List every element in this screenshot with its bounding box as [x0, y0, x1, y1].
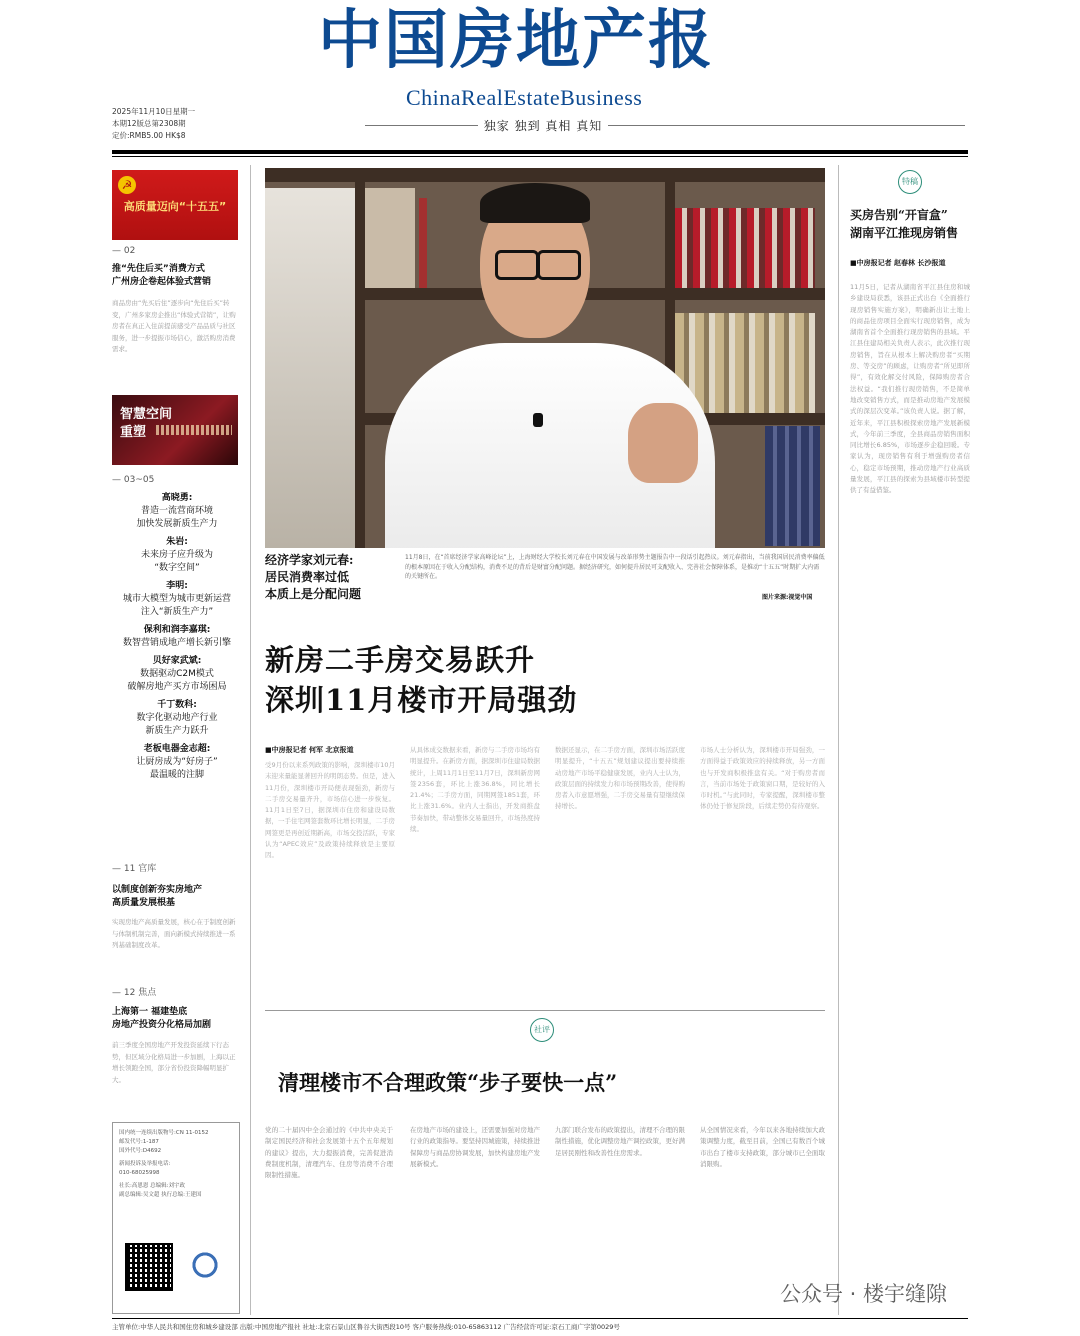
glasses-right — [537, 250, 581, 280]
book-red — [419, 198, 427, 288]
lead-photo — [265, 168, 825, 548]
photo-caption-body: 11月8日，在“首席经济学家高峰论坛”上，上海财经大学校长刘元春在中国发展与改革形势主题报告中一段话引起热议。刘元春指出，当前我国居民消费率偏低的根本原因在于收入分配结构，消费不足的背后是财富分配问题。据经济研究，如何提升居民可支配收入、完善社会保障体系，是推动“十五五”时期扩大内需的关键所在。 — [405, 554, 825, 580]
slogan-rule — [365, 125, 965, 126]
index-item[interactable]: 贝好家武斌: 数据驱动C2M模式 破解房地产买方市场困局 — [127, 656, 227, 692]
lead-byline: ■中房报记者 何军 北京报道 — [265, 746, 354, 754]
index-item[interactable]: 高晓勇: 普造一流营商环境 加快发展新质生产力 — [136, 493, 218, 529]
story-12-headline[interactable]: 上海第一 福建垫底 房地产投资分化格局加剧 — [112, 1007, 212, 1030]
issue-price: 定价:RMB5.00 HK$8 — [112, 131, 186, 140]
page-ref-02: — 02 — [112, 246, 136, 256]
story-02-body: 商品房由“先买后住”逐步向“先住后买”转变，广州多家房企推出“体验式营销”，让购房者在真正入住前提前感受产品品质与社区服务，进一步提振市场信心，激活购房消费需求。 — [112, 299, 236, 353]
feature-badge: 特稿 — [898, 170, 922, 194]
index-item[interactable]: 老板电器金志超: 让厨房成为“好房子” 最温暖的注脚 — [136, 744, 218, 780]
page-ref-11: — 11 官库 — [112, 864, 157, 874]
page-ref-03-05: — 03~05 — [112, 475, 155, 485]
right-body: 11月5日，记者从湖南省平江县住房和城乡建设局获悉，该县正式出台《全面推行现房销售实施方案》，明确新出让土地上的商品住房项目全面实行现房销售，成为湖南省首个全面推行现房销售的县域。平江县住建局相关负责人表示，此次推行现房销售，旨在从根本上解决购房者“买期房、等交房”的顾虑，让购房者“所见即所得”，有效化解交付风险，保障购房者合法权益。“我们推行现房销售，不是简单地改变销售方式，而是推动房地产发展模式的深层次变革。”该负责人说。据了解，近年来，平江县积极探索房地产发展新模式，今年前三季度，全县商品房销售面积同比增长6.85%，市场逐步企稳回暖。专家认为，现房销售有利于增强购房者信心，稳定市场预期，推动房地产行业高质量发展，平江县的探索为县域楼市转型提供了有益借鉴。 — [850, 283, 970, 495]
lead-column-2: 从具体成交数据来看，新房与二手房市场均有明显提升。在新房方面，据深圳市住建局数据统计，上周11月1日至11月7日，深圳新房网签2356套，环比上涨36.8%，同比增长21.4%；二手房方面，同期网签1851套，环比上涨31.6%。业内人士指出，开发商推盘节奏加快，带动整体交易量回升，市场热度持续。 — [410, 746, 540, 834]
right-column-rule — [838, 165, 839, 1315]
banner-fifteenth-five-year-plan[interactable] — [112, 170, 238, 240]
editorial-column-2: 在房地产市场的建设上，还需要加强对房地产行业的政策指导。要坚持因城施策，持续推进保障房与商品房协调发展，加快构建房地产发展新模式。 — [410, 1126, 540, 1168]
lead-column-3: 数据还显示，在二手房方面，深圳市场活跃度明显提升，“十五五”规划建议提出要持续推动房地产市场平稳健康发展，业内人士认为，政策层面的持续发力和市场预期改善，使得购房者入市意愿增强，二手房交易量有望继续保持增长。 — [555, 746, 685, 811]
lead-headline[interactable]: 新房二手房交易跃升 深圳11月楼市开局强劲 — [265, 643, 578, 717]
index-item[interactable]: 保利和润李嘉琪: 数智营销成地产增长新引擎 — [122, 625, 231, 648]
slogan: 独家 独到 真相 真知 — [478, 117, 608, 134]
right-byline: ■中房报记者 赵春林 长沙报道 — [850, 259, 946, 267]
photo-caption-title: 经济学家刘元春: 居民消费率过低 本质上是分配问题 — [265, 553, 362, 601]
publication-info-box: 国内统一连续出版物号:CN 11-0152 邮发代号:1-187 国外代号:D4692 新闻投诉及举报电话: 010-68025998 社长:高恩恩 总编辑:刘宇政 副总编辑:吴文超 执行总编:王建国 — [112, 1122, 240, 1314]
left-column-rule — [250, 165, 251, 1315]
books-left — [365, 188, 415, 288]
issue-info — [112, 106, 252, 142]
person-hand — [628, 403, 698, 483]
index-list — [112, 492, 242, 782]
right-headline[interactable]: 买房告别“开盲盒” 湖南平江推现房销售 — [850, 208, 959, 240]
index-item[interactable]: 千丁数科: 数字化驱动地产行业 新质生产力跃升 — [136, 700, 218, 736]
banner2-line2: 重塑 — [120, 425, 147, 440]
photo-credit: 图片来源:视觉中国 — [762, 594, 813, 601]
books-right-top — [675, 208, 815, 288]
watermark: 公众号 · 楼宇缝隙 — [780, 1282, 948, 1306]
masthead-english-title: ChinaRealEstateBusiness — [406, 85, 643, 110]
lapel-mic-icon — [533, 413, 543, 427]
index-item[interactable]: 李明: 城市大模型为城市更新运营 注入“新质生产力” — [122, 581, 231, 617]
shelf-post-left — [355, 168, 365, 548]
editorial-divider — [265, 1010, 825, 1011]
masthead-title: 中国房地产报 — [318, 3, 714, 78]
wechat-logo-icon — [183, 1243, 227, 1287]
masthead-thick-rule — [112, 150, 968, 154]
footer-info: 主管单位:中华人民共和国住房和城乡建设部 出版:中国房地产报社 社址:北京石景山区鲁谷大街西段10号 客户服务热线:010-65863112 广告经营许可证:京石工商广字第0029号 — [112, 1323, 620, 1331]
issue-date: 2025年11月10日星期一 — [112, 107, 196, 116]
glasses-left — [495, 250, 539, 280]
editorial-headline[interactable]: 清理楼市不合理政策“步子要快一点” — [278, 1070, 618, 1095]
story-11-headline[interactable]: 以制度创新夯实房地产 高质量发展根基 — [112, 885, 203, 908]
person-hair — [480, 183, 590, 223]
story-12-body: 前三季度全国房地产开发投资延续下行态势，但区域分化格局进一步加剧，上海以正增长领跑全国，部分省份投资降幅明显扩大。 — [112, 1041, 236, 1084]
issue-number: 本期12版总第2308期 — [112, 119, 186, 128]
banner-smart-space[interactable] — [112, 395, 238, 465]
banner2-line1: 智慧空间 — [120, 407, 173, 422]
party-emblem-icon: ☭ — [118, 176, 136, 194]
index-item[interactable]: 朱岩: 未来房子应升级为 “数字空间” — [140, 537, 213, 573]
masthead-thin-rule — [112, 156, 968, 157]
editorial-badge: 社评 — [530, 1018, 554, 1042]
editorial-column-4: 从全国情况来看，今年以来各地持续加大政策调整力度，截至目前，全国已有数百个城市出台了楼市支持政策，部分城市已全面取消限购。 — [700, 1126, 825, 1168]
editorial-column-1: 党的二十届四中全会通过的《中共中央关于制定国民经济和社会发展第十五个五年规划的建议》提出，大力提振消费，完善促进消费制度机制，清理汽车、住房等消费不合理限制性措施。 — [265, 1126, 393, 1180]
white-wall — [265, 188, 355, 548]
banner1-text: 高质量迈向“十五五” — [123, 200, 227, 213]
banner2-decoration — [156, 425, 232, 435]
editorial-column-3: 九部门联合发布的政策提出，清理不合理的限制性措施，优化调整房地产调控政策，更好满足居民刚性和改善性住房需求。 — [555, 1126, 685, 1157]
qr-code-icon[interactable] — [125, 1243, 173, 1291]
books-right-bottom — [765, 426, 820, 546]
lead-column-1: 受9月份以来系列政策的影响，深圳楼市10月末迎来量能显著回升的明朗态势。但是，进入11月份，深圳楼市开局便表现强劲，新房与二手房交易量齐升，市场信心进一步恢复。11月1日至7日，据深圳市住房和建设局数据，一手住宅网签套数环比增长明显，二手房网签更是再创近期新高，市场交投活跃，专家认为“APEC效应”及政策持续释放是主要原因。 — [265, 761, 395, 860]
footer-rule — [112, 1318, 968, 1319]
lead-column-4: 市场人士分析认为，深圳楼市开局强劲，一方面得益于政策效应的持续释放，另一方面也与开发商积极推盘有关。“对于购房者而言，当前市场处于政策窗口期，是较好的入市时机。”与此同时，专家提醒，深圳楼市整体仍处于修复阶段，后续走势仍有待观察。 — [700, 746, 825, 811]
shelf-top — [265, 168, 825, 182]
page-ref-12: — 12 焦点 — [112, 988, 157, 998]
story-02-headline[interactable]: 推“先住后买”消费方式 广州房企卷起体验式营销 — [112, 264, 212, 287]
story-11-body: 实现房地产高质量发展，核心在于制度创新与体制机制完善，面向新模式持续推进一系列基础制度改革。 — [112, 918, 236, 949]
